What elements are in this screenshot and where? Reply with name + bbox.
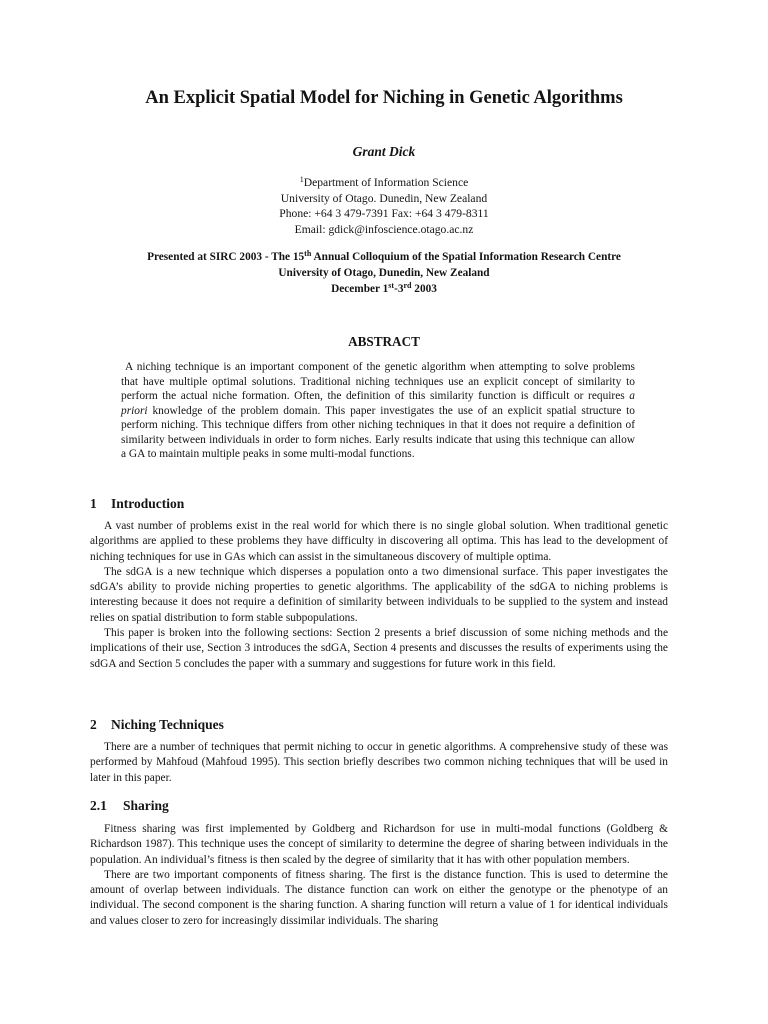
presented-line-2: University of Otago, Dunedin, New Zealand	[278, 266, 490, 279]
abstract-text: A niching technique is an important component of the genetic algorithm when attempting to solve problems that have multiple optimal solutions. Traditional niching techniques use an explicit concept of similarity to perform the actual niche formation. Often, the definition of this similarity function is difficult or requires a priori knowledge of the problem domain. This paper investigates the use of an explicit spatial structure to perform niching. This technique differs from other niching techniques in that it does not require a definition of similarity between individuals in order to form niches. Early results indicate that using this technique can allow a GA to maintain multiple peaks in some multi-modal functions.	[121, 361, 635, 460]
paragraph: There are two important components of fitness sharing. The first is the distance function. This is used to determine the amount of overlap between individuals. The distance function can work on either the genotype or the phenotype of an individual. The second component is the sharing function. A sharing function will return a value of 1 for identical individuals and values closer to zero for increasingly dissimilar individuals. The sharing	[90, 868, 668, 927]
presented-line-3: December 1st-3rd 2003	[331, 280, 437, 295]
section-body-introduction	[90, 519, 668, 672]
affiliation-university: University of Otago. Dunedin, New Zealand	[280, 191, 488, 205]
author-name: Grant Dick	[352, 144, 416, 159]
presented-at-block	[0, 250, 768, 297]
abstract-emphasis: a priori	[121, 390, 635, 417]
affiliation-department: $^1$Department of Information Science	[299, 175, 469, 189]
affiliation-email: Email: gdick@infoscience.otago.ac.nz	[294, 223, 474, 237]
presented-line-1: Presented at SIRC 2003 - The 15th Annual Colloquium of the Spatial Information Research Centre	[147, 249, 621, 263]
subsection-body-sharing	[90, 822, 668, 929]
affiliation-phone: Phone: +64 3 479-7391 Fax: +64 3 479-8311	[279, 207, 489, 221]
paragraph: The sdGA is a new technique which disperses a population onto a two dimensional surface. This paper investigates the sdGA’s ability to provide niching properties to genetic algorithms. The applicability of the sdGA to niching problems is interesting because it does not require a definition of similarity between individuals to be supplied to the system and instead relies on spatial distribution to form stable subpopulations.	[90, 565, 668, 624]
affiliation-block	[0, 175, 768, 238]
section-body-niching-techniques	[90, 740, 668, 786]
abstract-heading: ABSTRACT	[348, 334, 420, 349]
paragraph: A vast number of problems exist in the real world for which there is no single global solution. When traditional genetic algorithms are applied to these problems they have difficulty in discovering all optima. This has lead to the development of niching techniques for use in GAs which can assist in the simultaneous discovery of multiple optima.	[90, 520, 668, 563]
affiliation-superscript: 1	[299, 175, 304, 184]
paper-title: An Explicit Spatial Model for Niching in Genetic Algorithms	[145, 88, 623, 108]
section-heading-introduction: 1 Introduction	[90, 496, 185, 511]
paragraph: There are a number of techniques that permit niching to occur in genetic algorithms. A comprehensive study of these was performed by Mahfoud (Mahfoud 1995). This section briefly describes two common niching techniques that will be used in later in this paper.	[90, 741, 668, 784]
subsection-heading-sharing: 2.1 Sharing	[90, 798, 169, 813]
paragraph: Fitness sharing was first implemented by Goldberg and Richardson for use in multi-modal functions (Goldberg & Richardson 1987). This technique uses the concept of similarity to determine the degree of sharing between individuals in the population. An individual’s fitness is then scaled by the degree of similarity that it has with other population members.	[90, 823, 668, 866]
section-heading-niching-techniques: 2 Niching Techniques	[90, 717, 224, 732]
paragraph: This paper is broken into the following sections: Section 2 presents a brief discussion of some niching methods and the implications of their use, Section 3 introduces the sdGA, Section 4 presents and discusses the results of experiments using the sdGA and Section 5 concludes the paper with a summary and suggestions for future work in this field.	[90, 627, 668, 670]
